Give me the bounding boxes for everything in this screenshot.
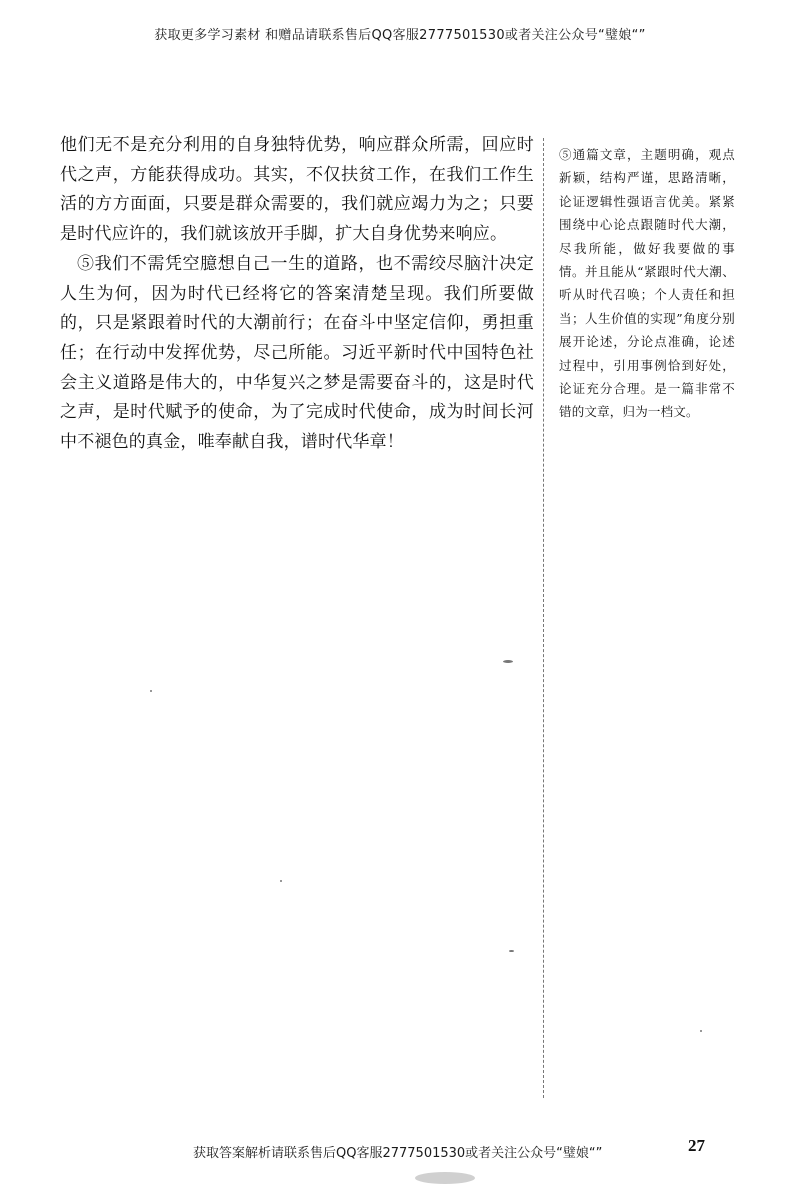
page-header: 获取更多学习素材 和赠品请联系售后QQ客服2777501530或者关注公众号“璧娘“”: [154, 28, 646, 43]
page-number: 27: [688, 1136, 705, 1155]
essay-paragraph: 他们无不是充分利用的自身独特优势，响应群众所需，回应时代之声，方能获得成功。其实，不仅扶贫工作，在我们工作生活的方方面面，只要是群众需要的，我们就应竭力为之；只要是时代应许的，我们就该放开手脚，扩大自身优势来响应。: [60, 135, 534, 245]
scan-speck: [280, 880, 282, 882]
column-divider: [543, 138, 544, 1098]
page-footer: 获取答案解析请联系售后QQ客服2777501530或者关注公众号“璧娘“”: [193, 1146, 603, 1161]
scan-speck: [509, 950, 514, 952]
scan-speck: [415, 1172, 475, 1184]
margin-comment: ⑤通篇文章，主题明确，观点新颖，结构严谨，思路清晰，论证逻辑性强语言优美。紧紧围绕中心论点跟随时代大潮，尽我所能，做好我要做的事情。并且能从“紧跟时代大潮、听从时代召唤；个人责任和担当；人生价值的实现”角度分别展开论述，分论点准确，论述过程中，引用事例恰到好处，论证充分合理。是一篇非常不错的文章，归为一档文。: [559, 147, 735, 420]
scan-speck: [700, 1030, 702, 1032]
scan-speck: [150, 690, 152, 692]
main-essay-text: [60, 131, 534, 458]
scan-speck: [503, 660, 513, 663]
essay-paragraph: ⑤我们不需凭空臆想自己一生的道路，也不需绞尽脑汁决定人生为何，因为时代已经将它的答案清楚呈现。我们所要做的，只是紧跟着时代的大潮前行；在奋斗中坚定信仰，勇担重任；在行动中发挥优势，尽己所能。习近平新时代中国特色社会主义道路是伟大的，中华复兴之梦是需要奋斗的，这是时代之声，是时代赋予的使命，为了完成时代使命，成为时间长河中不褪色的真金，唯奉献自我，谱时代华章！: [60, 253, 534, 453]
